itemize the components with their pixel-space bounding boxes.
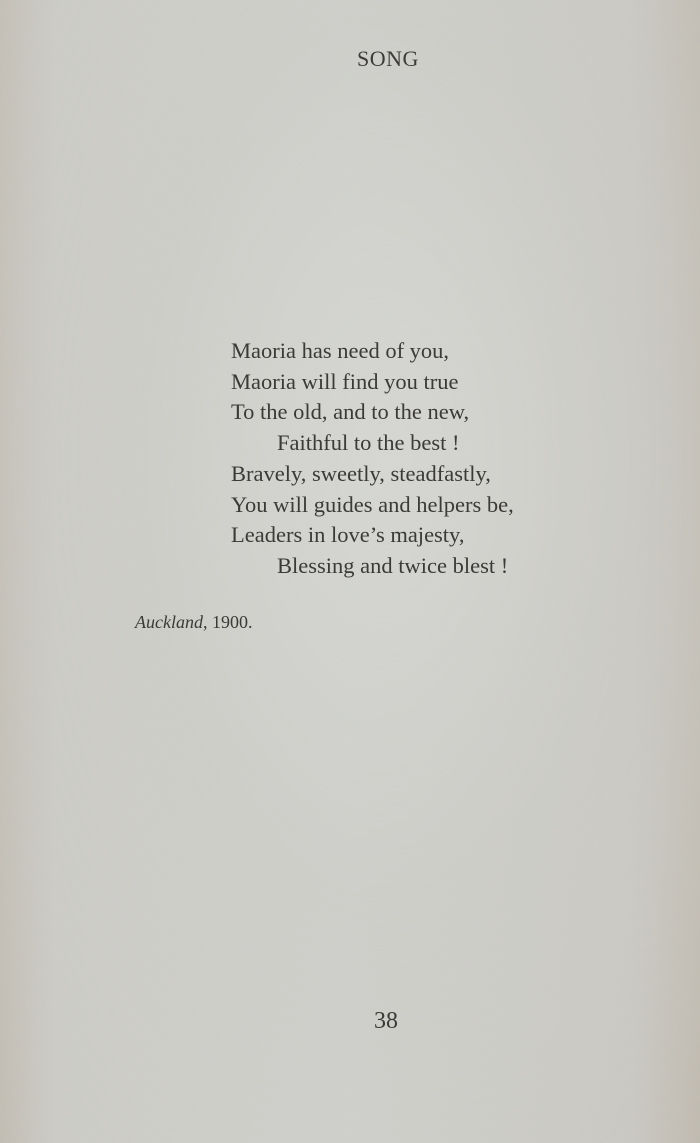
poem-line-indented: Blessing and twice blest !: [277, 552, 509, 578]
poem-line: To the old, and to the new,: [231, 399, 470, 425]
signoff-separator: ,: [202, 612, 212, 632]
poem-line: Maoria has need of you,: [231, 338, 450, 363]
poem-line-indented: Faithful to the best !: [277, 430, 460, 456]
place-date-signoff: [135, 612, 252, 633]
signoff-place: Auckland: [135, 612, 203, 632]
poem-stanza: [231, 336, 514, 582]
signoff-year: 1900.: [211, 612, 253, 632]
poem-line: Leaders in love’s majesty,: [231, 522, 465, 548]
poem-line: You will guides and helpers be,: [231, 491, 514, 517]
poem-line: Bravely, sweetly, steadfastly,: [231, 460, 491, 486]
page-number: 38: [374, 1008, 398, 1034]
running-title: SONG: [357, 46, 419, 71]
poem-line: Maoria will find you true: [231, 368, 459, 394]
